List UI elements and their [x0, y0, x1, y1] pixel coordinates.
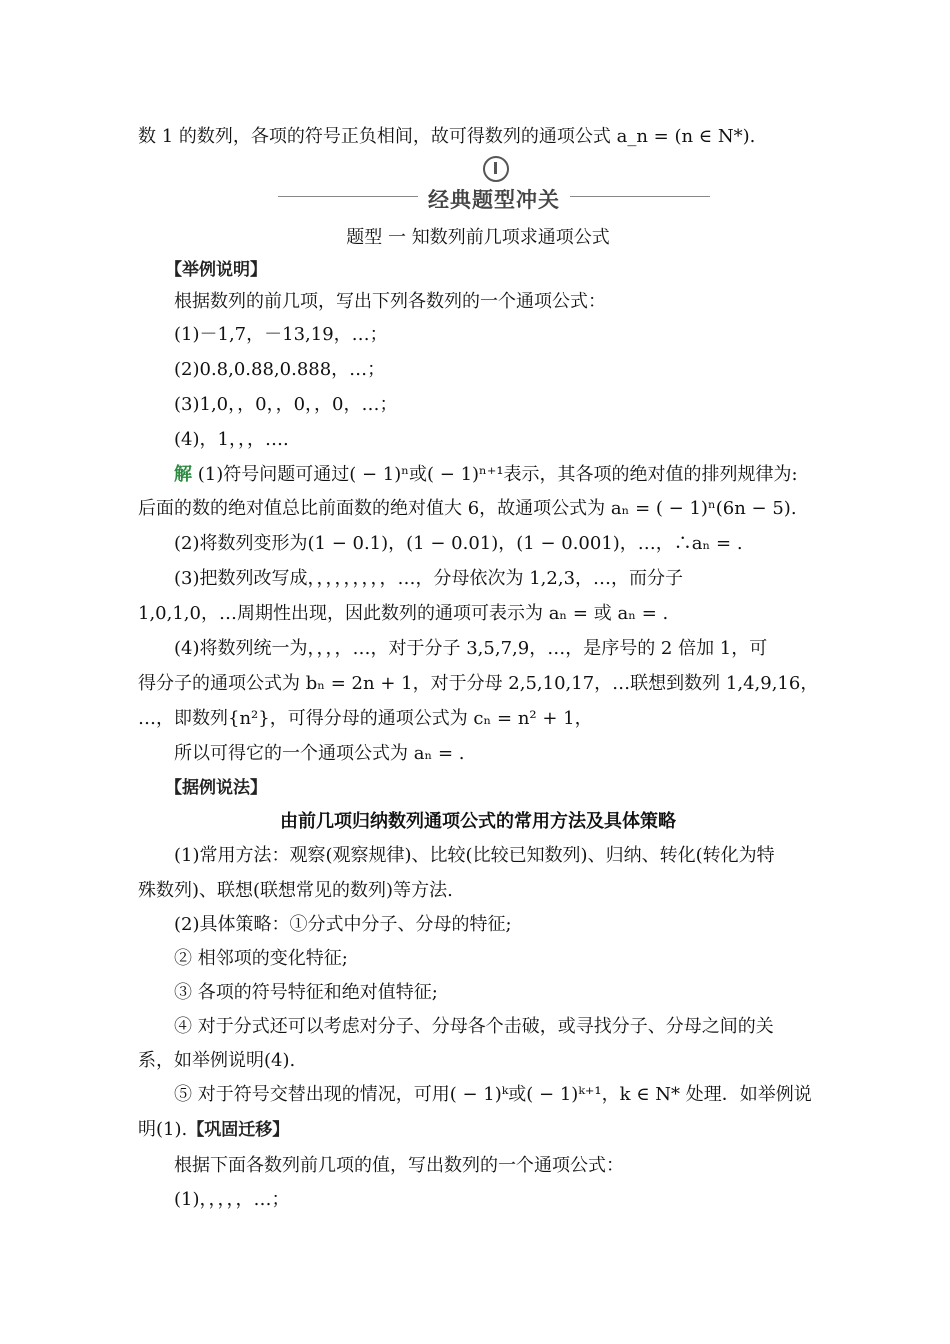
example-tag: 【举例说明】 — [165, 260, 267, 280]
top-line: 数 1 的数列，各项的符号正负相间，故可得数列的通项公式 a_n = (n ∈ N*). — [138, 126, 756, 147]
method-line: ④ 对于分式还可以考虑对分子、分母各个击破，或寻找分子、分母之间的关 — [174, 1016, 774, 1037]
practice-intro: 根据下面各数列前几项的值，写出数列的一个通项公式： — [174, 1155, 624, 1176]
topic-title: 题型 一 知数列前几项求通项公式 — [346, 227, 610, 248]
method-line: ③ 各项的符号特征和绝对值特征; — [174, 982, 438, 1003]
solution-line: (2)将数列变形为(1 − 0.1)，(1 − 0.01)，(1 − 0.001)，…，∴aₙ = . — [174, 533, 743, 554]
solution-line: 后面的数的绝对值总比前面数的绝对值大 6，故通项公式为 aₙ = ( − 1)ⁿ(6n − 5). — [138, 498, 797, 519]
header-rule-left — [278, 196, 418, 197]
method-tag: 【据例说法】 — [165, 778, 267, 798]
method-line: (1)常用方法：观察(观察规律)、比较(比较已知数列)、归纳、转化(转化为特 — [174, 845, 775, 866]
solution-label: 解 — [174, 464, 192, 485]
example-item: (1)－1,7，－13,19，…； — [174, 324, 388, 345]
method-title: 由前几项归纳数列通项公式的常用方法及具体策略 — [280, 811, 676, 832]
method-line: (2)具体策略：①分式中分子、分母的特征; — [174, 914, 512, 935]
section-header — [278, 156, 710, 216]
header-rule-right — [570, 196, 710, 197]
solution-line-1: 解 (1)符号问题可通过( − 1)ⁿ或( − 1)ⁿ⁺¹表示，其各项的绝对值的排列规律为: — [174, 464, 798, 485]
example-item: (4)，1，，，…. — [174, 429, 289, 450]
solution-line: 1,0,1,0，…周期性出现，因此数列的通项可表示为 aₙ = 或 aₙ = . — [138, 603, 669, 624]
solution-line: (3)把数列改写成，，，，，，，，，…，分母依次为 1,2,3，…，而分子 — [174, 568, 684, 589]
solution-line: 所以可得它的一个通项公式为 aₙ = . — [174, 743, 465, 764]
practice-tag: 【巩固迁移】 — [187, 1120, 290, 1140]
solution-line: (4)将数列统一为，，，，…，对于分子 3,5,7,9，…，是序号的 2 倍加 1，可 — [174, 638, 768, 659]
method-line: ② 相邻项的变化特征; — [174, 948, 348, 969]
method-line: 系，如举例说明(4). — [138, 1050, 296, 1071]
solution-line: …，即数列{n²}，可得分母的通项公式为 cₙ = n² + 1， — [138, 708, 593, 729]
method-line-end: 明(1).【巩固迁移】 — [138, 1119, 290, 1140]
lightbulb-icon — [483, 156, 509, 182]
section-header-title: 经典题型冲关 — [428, 188, 560, 212]
method-line: ⑤ 对于符号交替出现的情况，可用( − 1)ᵏ或( − 1)ᵏ⁺¹，k ∈ N* 处理．如举例说 — [174, 1084, 812, 1105]
method-line: 殊数列)、联想(联想常见的数列)等方法. — [138, 880, 453, 901]
example-item: (3)1,0，，0，，0，，0，…； — [174, 394, 398, 415]
example-item: (2)0.8,0.88,0.888，…； — [174, 359, 386, 380]
practice-item: (1)，，，，，…； — [174, 1189, 290, 1210]
example-intro: 根据数列的前几项，写出下列各数列的一个通项公式： — [174, 291, 606, 312]
solution-line: 得分子的通项公式为 bₙ = 2n + 1，对于分母 2,5,10,17，…联想到数列 1,4,9,16， — [138, 673, 819, 694]
